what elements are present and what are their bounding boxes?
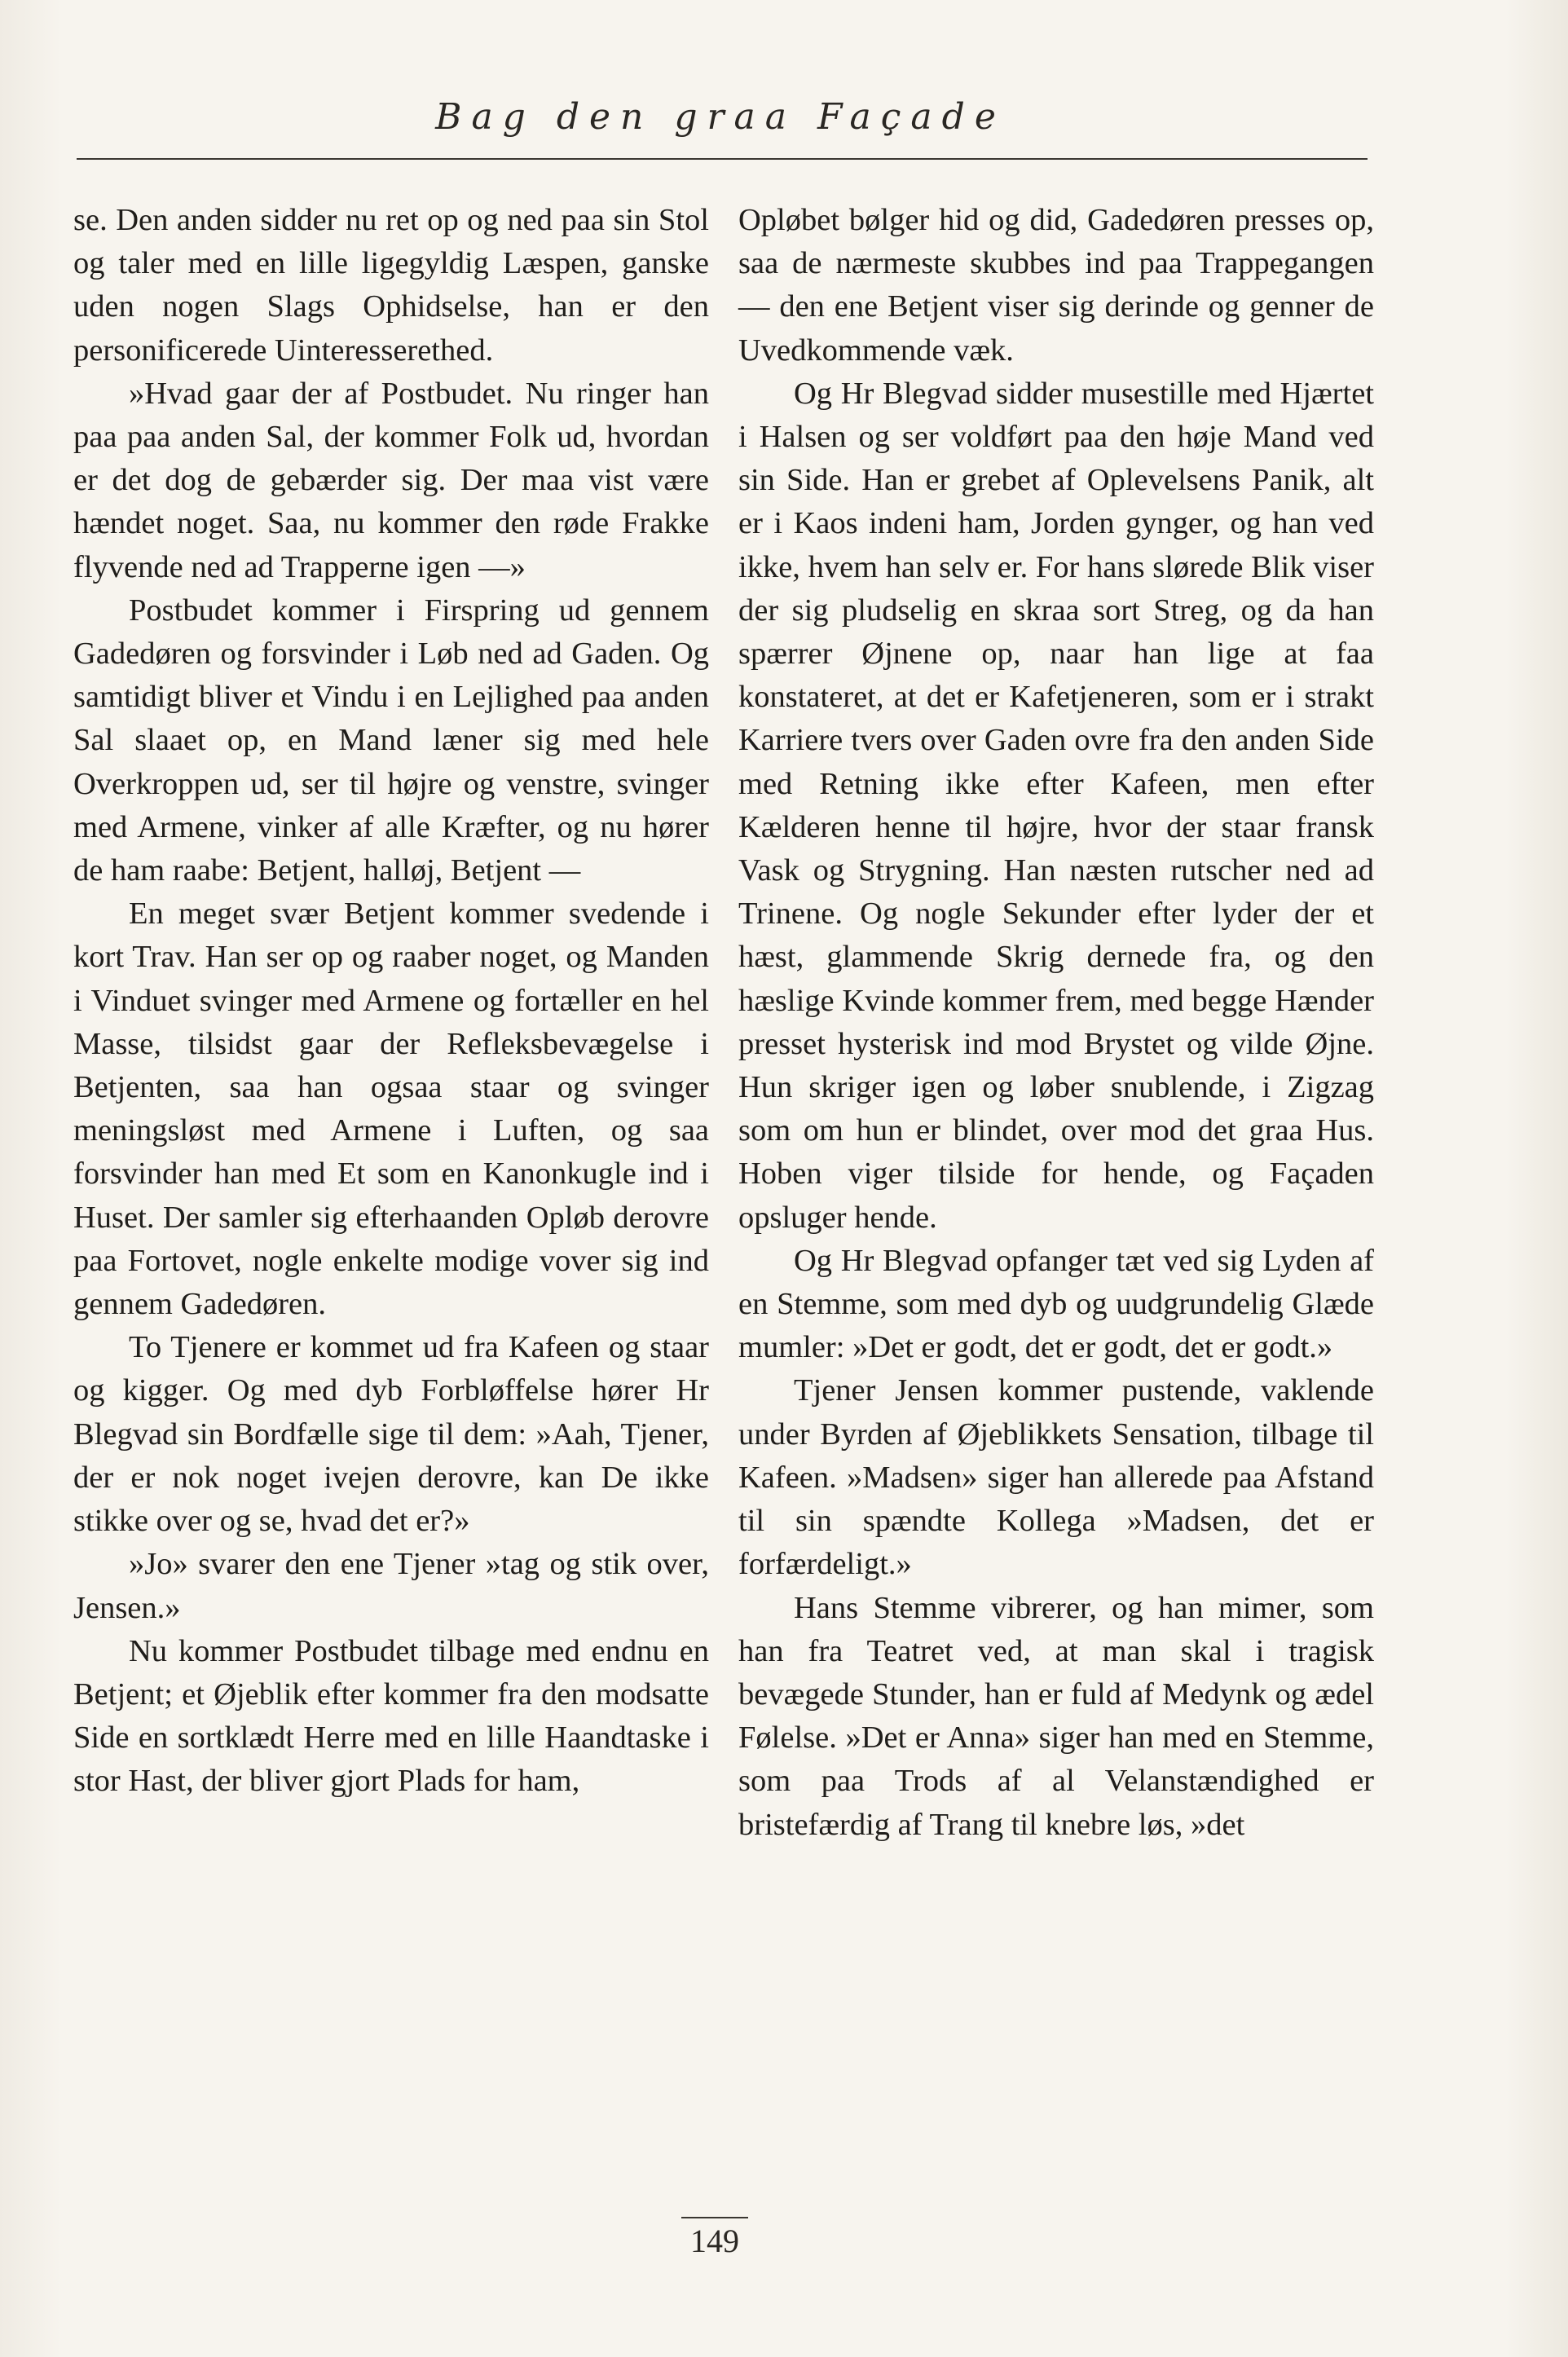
paragraph: »Jo» svarer den ene Tjener »tag og stik over, Jensen.» — [73, 1547, 709, 1625]
paragraph: En meget svær Betjent kommer svedende i kort Trav. Han ser op og raaber noget, og Manden i Vinduet svinger med Armene og fortæller en hel Masse, tilsidst gaar der Refleksbevægelse i Betjenten, saa han ogsaa staar og svinger meningsløst med Armene i Luften, og saa forsvinder han med Et som en Kanonkugle ind i Huset. Der samler sig efterhaanden Opløb derovre paa Fortovet, nogle enkelte modige vover sig ind gennem Gadedøren. — [73, 897, 709, 1322]
paragraph: »Hvad gaar der af Postbudet. Nu ringer han paa paa anden Sal, der kommer Folk ud, hvordan er det dog de gebærder sig. Der maa vist være hændet noget. Saa, nu kommer den røde Frakke flyvende ned ad Trapperne igen —» — [73, 376, 709, 584]
folio-rule — [681, 2217, 748, 2218]
paragraph: Nu kommer Postbudet tilbage med endnu en Betjent; et Øjeblik efter kommer fra den modsatte Side en sortklædt Herre med en lille Haandtaske i stor Hast, der bliver gjort Plads for ham, — [73, 1633, 709, 1799]
header-rule — [77, 158, 1368, 160]
paragraph: Og Hr Blegvad opfanger tæt ved sig Lyden af en Stemme, som med dyb og uudgrundelig Glæde mumler: »Det er godt, det er godt, det er godt.» — [738, 1243, 1374, 1365]
paragraph: Postbudet kommer i Firspring ud gennem Gadedøren og forsvinder i Løb ned ad Gaden. Og samtidigt bliver et Vindu i en Lejlighed paa anden Sal slaaet op, en Mand læner sig med hele Overkroppen ud, ser til højre og venstre, svinger med Armene, vinker af alle Kræfter, og nu hører de ham raabe: Betjent, halløj, Betjent — — [73, 593, 709, 888]
running-title: Bag den graa Façade — [435, 96, 1006, 138]
paragraph: To Tjenere er kommet ud fra Kafeen og staar og kigger. Og med dyb Forbløffelse hører Hr Blegvad sin Bordfælle sige til dem: »Aah, Tjener, der er nok noget ivejen derovre, kan De ikke stikke over og se, hvad det er?» — [73, 1330, 709, 1539]
right-column — [738, 199, 1374, 1847]
page-number: 149 — [690, 2223, 739, 2259]
paragraph: Opløbet bølger hid og did, Gadedøren presses op, saa de nærmeste skubbes ind paa Trappegangen — den ene Betjent viser sig derinde og genner de Uvedkommende væk. — [738, 203, 1374, 368]
paragraph: Og Hr Blegvad sidder musestille med Hjærtet i Halsen og ser voldført paa den høje Mand ved sin Side. Han er grebet af Oplevelsens Panik, alt er i Kaos indeni ham, Jorden gynger, og han ved ikke, hvem han selv er. For hans slørede Blik viser der sig pludselig en skraa sort Streg, og da han spærrer Øjnene op, naar han lige at faa konstateret, at det er Kafetjeneren, som er i strakt Karriere tvers over Gaden ovre fra den anden Side med Retning ikke efter Kafeen, men efter Kælderen henne til højre, hvor der staar fransk Vask og Strygning. Han næsten rutscher ned ad Trinene. Og nogle Sekunder efter lyder der et hæst, glammende Skrig dernede fra, og den hæslige Kvinde kommer frem, med begge Hænder presset hysterisk ind mod Brystet og vilde Øjne. Hun skriger igen og løber snublende, i Zigzag som om hun er blindet, over mod det graa Hus. Hoben viger tilside for hende, og Façaden opsluger hende. — [738, 376, 1374, 1235]
left-column — [73, 199, 709, 1804]
paragraph: se. Den anden sidder nu ret op og ned paa sin Stol og taler med en lille ligegyldig Læspen, ganske uden nogen Slags Ophidselse, han er den personificerede Uinteresserethed. — [73, 203, 709, 368]
paragraph: Hans Stemme vibrerer, og han mimer, som han fra Teatret ved, at man skal i tragisk bevægede Stunder, han er fuld af Medynk og ædel Følelse. »Det er Anna» siger han med en Stemme, som paa Trods af al Velanstændighed er bristefærdig af Trang til knebre løs, »det — [738, 1590, 1374, 1842]
paragraph: Tjener Jensen kommer pustende, vaklende under Byrden af Øjeblikkets Sensation, tilbage til Kafeen. »Madsen» siger han allerede paa Afstand til sin spændte Kollega »Madsen, det er forfærdeligt.» — [738, 1373, 1374, 1582]
